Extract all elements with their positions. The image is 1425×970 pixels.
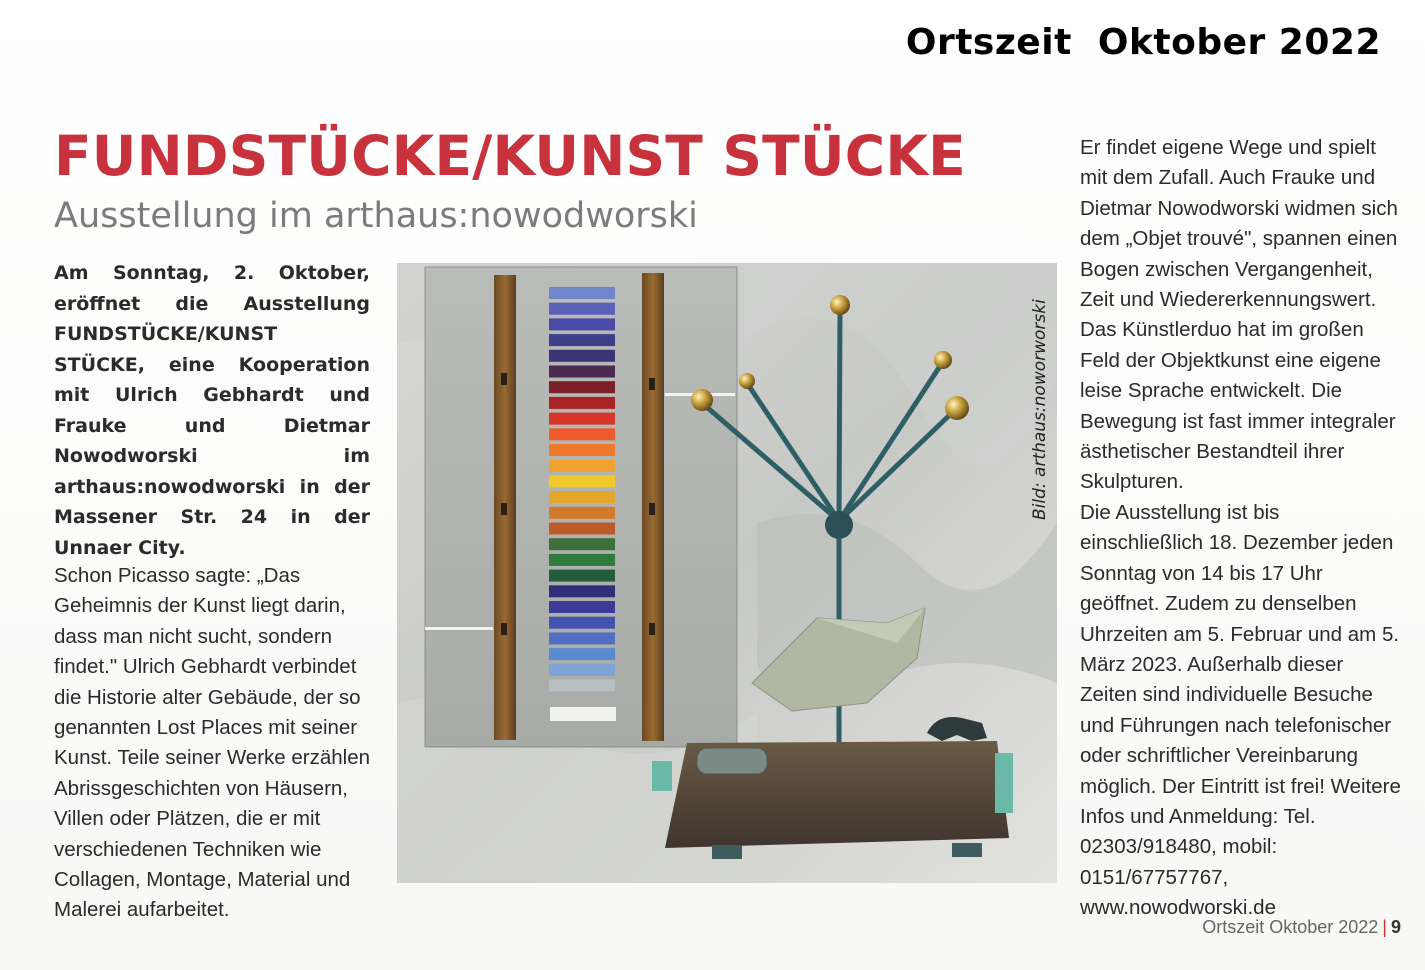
chalk-stick xyxy=(549,664,615,676)
chalk-stick xyxy=(549,413,615,425)
chalk-stick xyxy=(549,287,615,299)
chalk-stick xyxy=(549,523,615,535)
chalk-stick xyxy=(549,428,615,440)
chalk-stick xyxy=(549,585,615,597)
article-lead: Am Sonntag, 2. Oktober, eröffnet die Ausstellung FUNDSTÜCKE/KUNST STÜCKE, eine Kooperation mit Ulrich Gebhardt und Frauke und Dietmar Nowodworski im arthaus:nowodworski in der Massener Str. 24 in der Unnaer City. xyxy=(54,262,370,559)
article-body-right xyxy=(1080,133,1404,924)
chalk-stick xyxy=(549,381,615,393)
chalk-stick xyxy=(549,491,615,503)
chalk-stick xyxy=(549,570,615,582)
article-body-right-paragraph-1: Er findet eigene Wege und spielt mit dem Zufall. Auch Frauke und Dietmar Nowodworski widmen sich dem „Objet trouvé", spannen einen Bogen zwischen Vergangenheit, Zeit und Wiedererkennungswert. Das Künstlerduo hat im großen Feld der Objektkunst eine eigene leise Sprache entwickelt. Die Bewegung ist fast immer integraler ästhetischer Bestandteil ihrer Skulpturen. xyxy=(1080,136,1398,494)
chalk-stick xyxy=(549,460,615,472)
page-footer xyxy=(1202,917,1401,938)
chalk-stick xyxy=(549,475,615,487)
chalk-stick xyxy=(549,554,615,566)
chalk-stick xyxy=(549,334,615,346)
article-body-right-paragraph-2: Die Ausstellung ist bis einschließlich 18. Dezember jeden Sonntag von 14 bis 17 Uhr geöffnet. Zudem zu denselben Uhrzeiten am 5. Februar und am 5. März 2023. Außerhalb dieser Zeiten sind individuelle Besuche und Führungen nach telefonischer oder schriftlicher Vereinbarung möglich. Der Eintritt ist frei! Weitere Infos und Anmeldung: Tel. 02303/918480, mobil: 0151/67757767, www.nowodworski.de xyxy=(1080,500,1401,920)
chalk-stick xyxy=(549,397,615,409)
chalk-stick xyxy=(549,632,615,644)
article-body-left: Schon Picasso sagte: „Das Geheimnis der Kunst liegt darin, dass man nicht sucht, sondern findet." Ulrich Gebhardt verbindet die Historie alter Gebäude, der so genannten Lost Places mit seiner Kunst. Teile seiner Werke erzählen Abrissgeschichten von Häusern, Villen oder Plätzen, die er mit verschiedenen Techniken wie Collagen, Montage, Material und Malerei aufarbeitet. xyxy=(54,564,371,922)
article-photo xyxy=(397,263,1057,883)
chalk-stick xyxy=(549,303,615,315)
article-subheadline: Ausstellung im arthaus:nowodworski xyxy=(54,196,698,236)
chalk-stick xyxy=(549,538,615,550)
chalk-stick xyxy=(549,680,615,692)
chalk-stick xyxy=(549,601,615,613)
footer-publication: Ortszeit Oktober 2022 xyxy=(1202,917,1379,937)
publication-header: Ortszeit Oktober 2022 xyxy=(905,22,1381,63)
article-headline: FUNDSTÜCKE/KUNST STÜCKE xyxy=(54,124,966,188)
footer-separator: | xyxy=(1382,917,1387,937)
chalk-stick xyxy=(549,366,615,378)
chalk-stick xyxy=(549,648,615,660)
chalk-stick xyxy=(549,318,615,330)
chalk-stick xyxy=(549,507,615,519)
page-number: 9 xyxy=(1390,917,1401,937)
chalk-stick xyxy=(549,350,615,362)
chalk-stick xyxy=(549,444,615,456)
photo-credit: Bild: arthaus:noworworski xyxy=(1030,299,1050,520)
chalk-stick xyxy=(549,617,615,629)
